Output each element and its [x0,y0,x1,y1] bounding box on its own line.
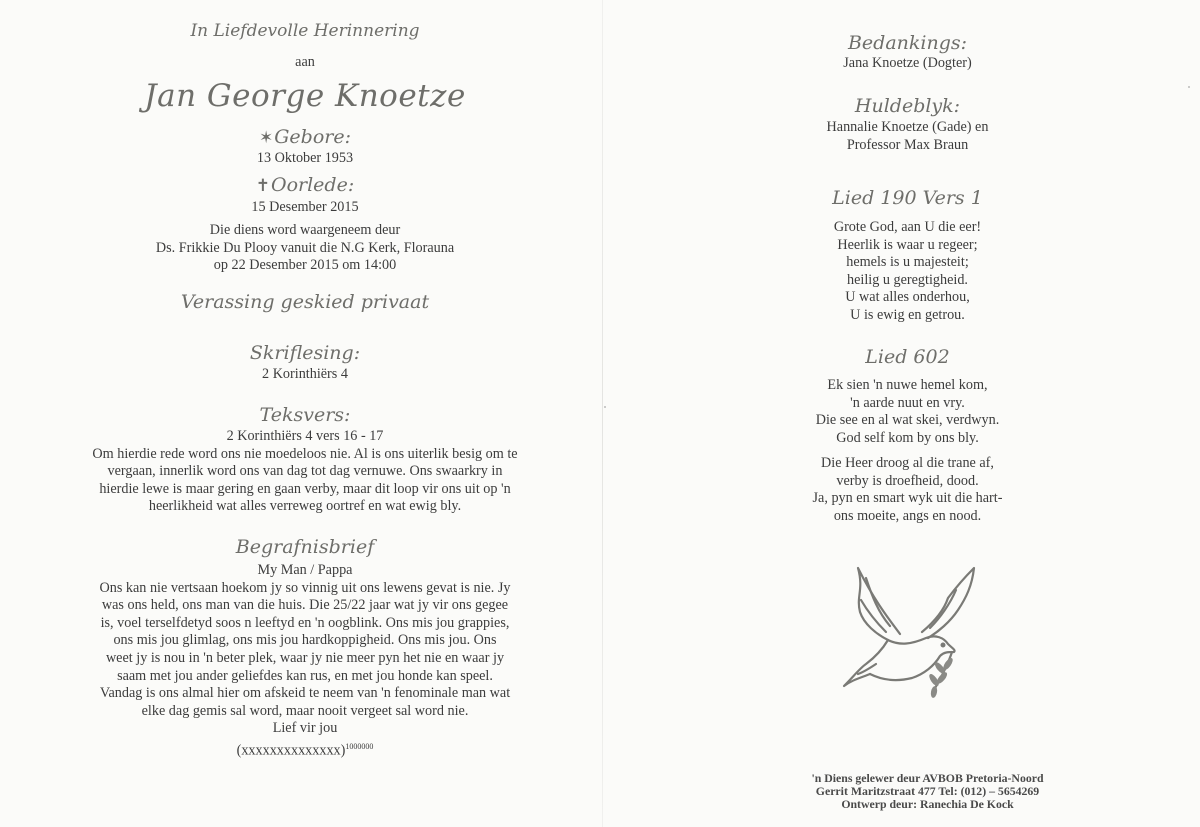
letter-line: elke dag gemis sal word, maar nooit vergeet sal word nie. [141,702,469,719]
died-heading [55,175,555,196]
born-date: 13 Oktober 1953 [256,150,354,166]
letter-line: Lief vir jou [272,720,338,737]
text-verse-line: 2 Korinthiërs 4 vers 16 - 17 [226,428,384,444]
hymn2-line: Die Heer droog al die trane af, [821,455,994,471]
text-verse-line: hierdie lewe is maar gering en gaan verby, maar dit loop vir ons uit op 'n [99,480,511,497]
letter-line: saam met jou ander geliefdes kan rus, en met jou honde kan speel. [117,667,493,684]
hymn2-line: Ja, pyn en smart wyk uit die hart- [812,490,1003,507]
footer-line: Ontwerp deur: Ranechia De Kock [841,797,1014,812]
signature-main: (xxxxxxxxxxxxxx) [236,742,346,759]
born-label: Gebore: [274,126,351,148]
cross-icon: ✝ [255,176,270,196]
hymn1-line: Grote God, aan U die eer! [833,219,982,235]
hymn1-line: Heerlik is waar u regeer; [837,236,978,253]
tribute-line: Hannalie Knoetze (Gade) en [826,119,989,135]
hymn2-line: ons moeite, angs en nood. [833,507,982,524]
service-details [55,222,555,275]
service-line: Die diens word waargeneem deur [209,222,401,238]
hymn1-heading: Lied 190 Vers 1 [832,187,983,209]
reading-text: 2 Korinthiërs 4 [262,366,348,382]
hymn2-heading: Lied 602 [865,346,950,368]
thanks-text: Jana Knoetze (Dogter) [843,55,972,71]
scan-speck [1188,86,1190,88]
thanks-heading: Bedankings: [847,32,968,54]
letter-line: ons mis jou glimlag, ons mis jou hardkoppigheid. Ons mis jou. Ons [113,632,497,649]
letter-line: My Man / Pappa [257,562,353,578]
page-fold [602,0,603,827]
died-label: Oorlede: [271,174,355,196]
signature [55,738,555,760]
tribute-line: Professor Max Braun [846,136,969,153]
letter-line: Ons kan nie vertsaan hoekom jy so vinnig uit ons lewens gevat is nie. Jy [99,579,511,596]
hymn2-line: Ek sien 'n nuwe hemel kom, [827,377,988,393]
letter-line: Vandag is ons almal hier om afskeid te neem van 'n fenominale man wat [99,685,511,702]
cremation-note: Verassing geskied privaat [180,291,430,313]
hymn2-line: 'n aarde nuut en vry. [850,394,965,411]
reading-heading: Skriflesing: [249,342,361,364]
hymn2-line: Die see en al wat skei, verdwyn. [815,412,1000,429]
text-verse-line: Om hierdie rede word ons nie moedeloos nie. Al is ons uiterlik besig om te [92,445,518,462]
born-heading [55,127,555,148]
letter-line: weet jy is nou in 'n beter plek, waar jy nie meer pyn het nie en waar jy [105,649,505,666]
footer-line: Gerrit Maritzstraat 477 Tel: (012) – 5654269 [815,784,1040,799]
hymn1-text [660,219,1155,325]
died-date: 15 Desember 2015 [251,199,359,215]
footer-line: 'n Diens gelewer deur AVBOB Pretoria-Noord [811,771,1044,785]
service-line: op 22 Desember 2015 om 14:00 [213,257,397,274]
text-verse-line: vergaan, innerlik word ons van dag tot dag vernuwe. Ons swaarkry in [107,463,503,480]
hymn1-line: hemels is u majesteit; [846,254,969,271]
text-verse-line: heerlikheid wat alles verreweg oortref en wat ewig bly. [148,498,462,515]
dove-with-olive-branch-icon [830,560,990,720]
hymn2-verse2 [660,455,1155,525]
hymn2-verse1 [660,377,1155,447]
aan-text: aan [295,54,315,70]
footer-credits [700,772,1155,812]
hymn2-line: verby is droefheid, dood. [836,472,979,489]
scan-speck [604,406,606,408]
signature-superscript: 1000000 [345,741,374,751]
service-line: Ds. Frikkie Du Plooy vanuit die N.G Kerk, Florauna [155,239,455,256]
hymn1-line: U wat alles onderhou, [845,289,970,306]
memory-heading: In Liefdevolle Herinnering [190,21,420,41]
deceased-name: Jan George Knoetze [144,78,466,114]
letter-heading: Begrafnisbrief [235,536,375,558]
hymn1-line: heilig u geregtigheid. [847,271,968,288]
funeral-letter [55,562,555,760]
text-verse [55,428,555,516]
tribute-text [660,119,1155,154]
star-icon: ✶ [258,128,274,148]
hymn2-line: God self kom by ons bly. [836,429,979,446]
letter-line: is, voel terselfdetyd soos n leeftyd en 'n oogblink. Ons mis jou grappies, [100,614,510,631]
letter-line: was ons held, ons man van die huis. Die 25/22 jaar wat jy vir ons gegee [101,597,509,614]
text-verse-heading: Teksvers: [259,404,351,426]
tribute-heading: Huldeblyk: [854,95,961,117]
hymn1-line: U is ewig en getrou. [850,306,965,323]
